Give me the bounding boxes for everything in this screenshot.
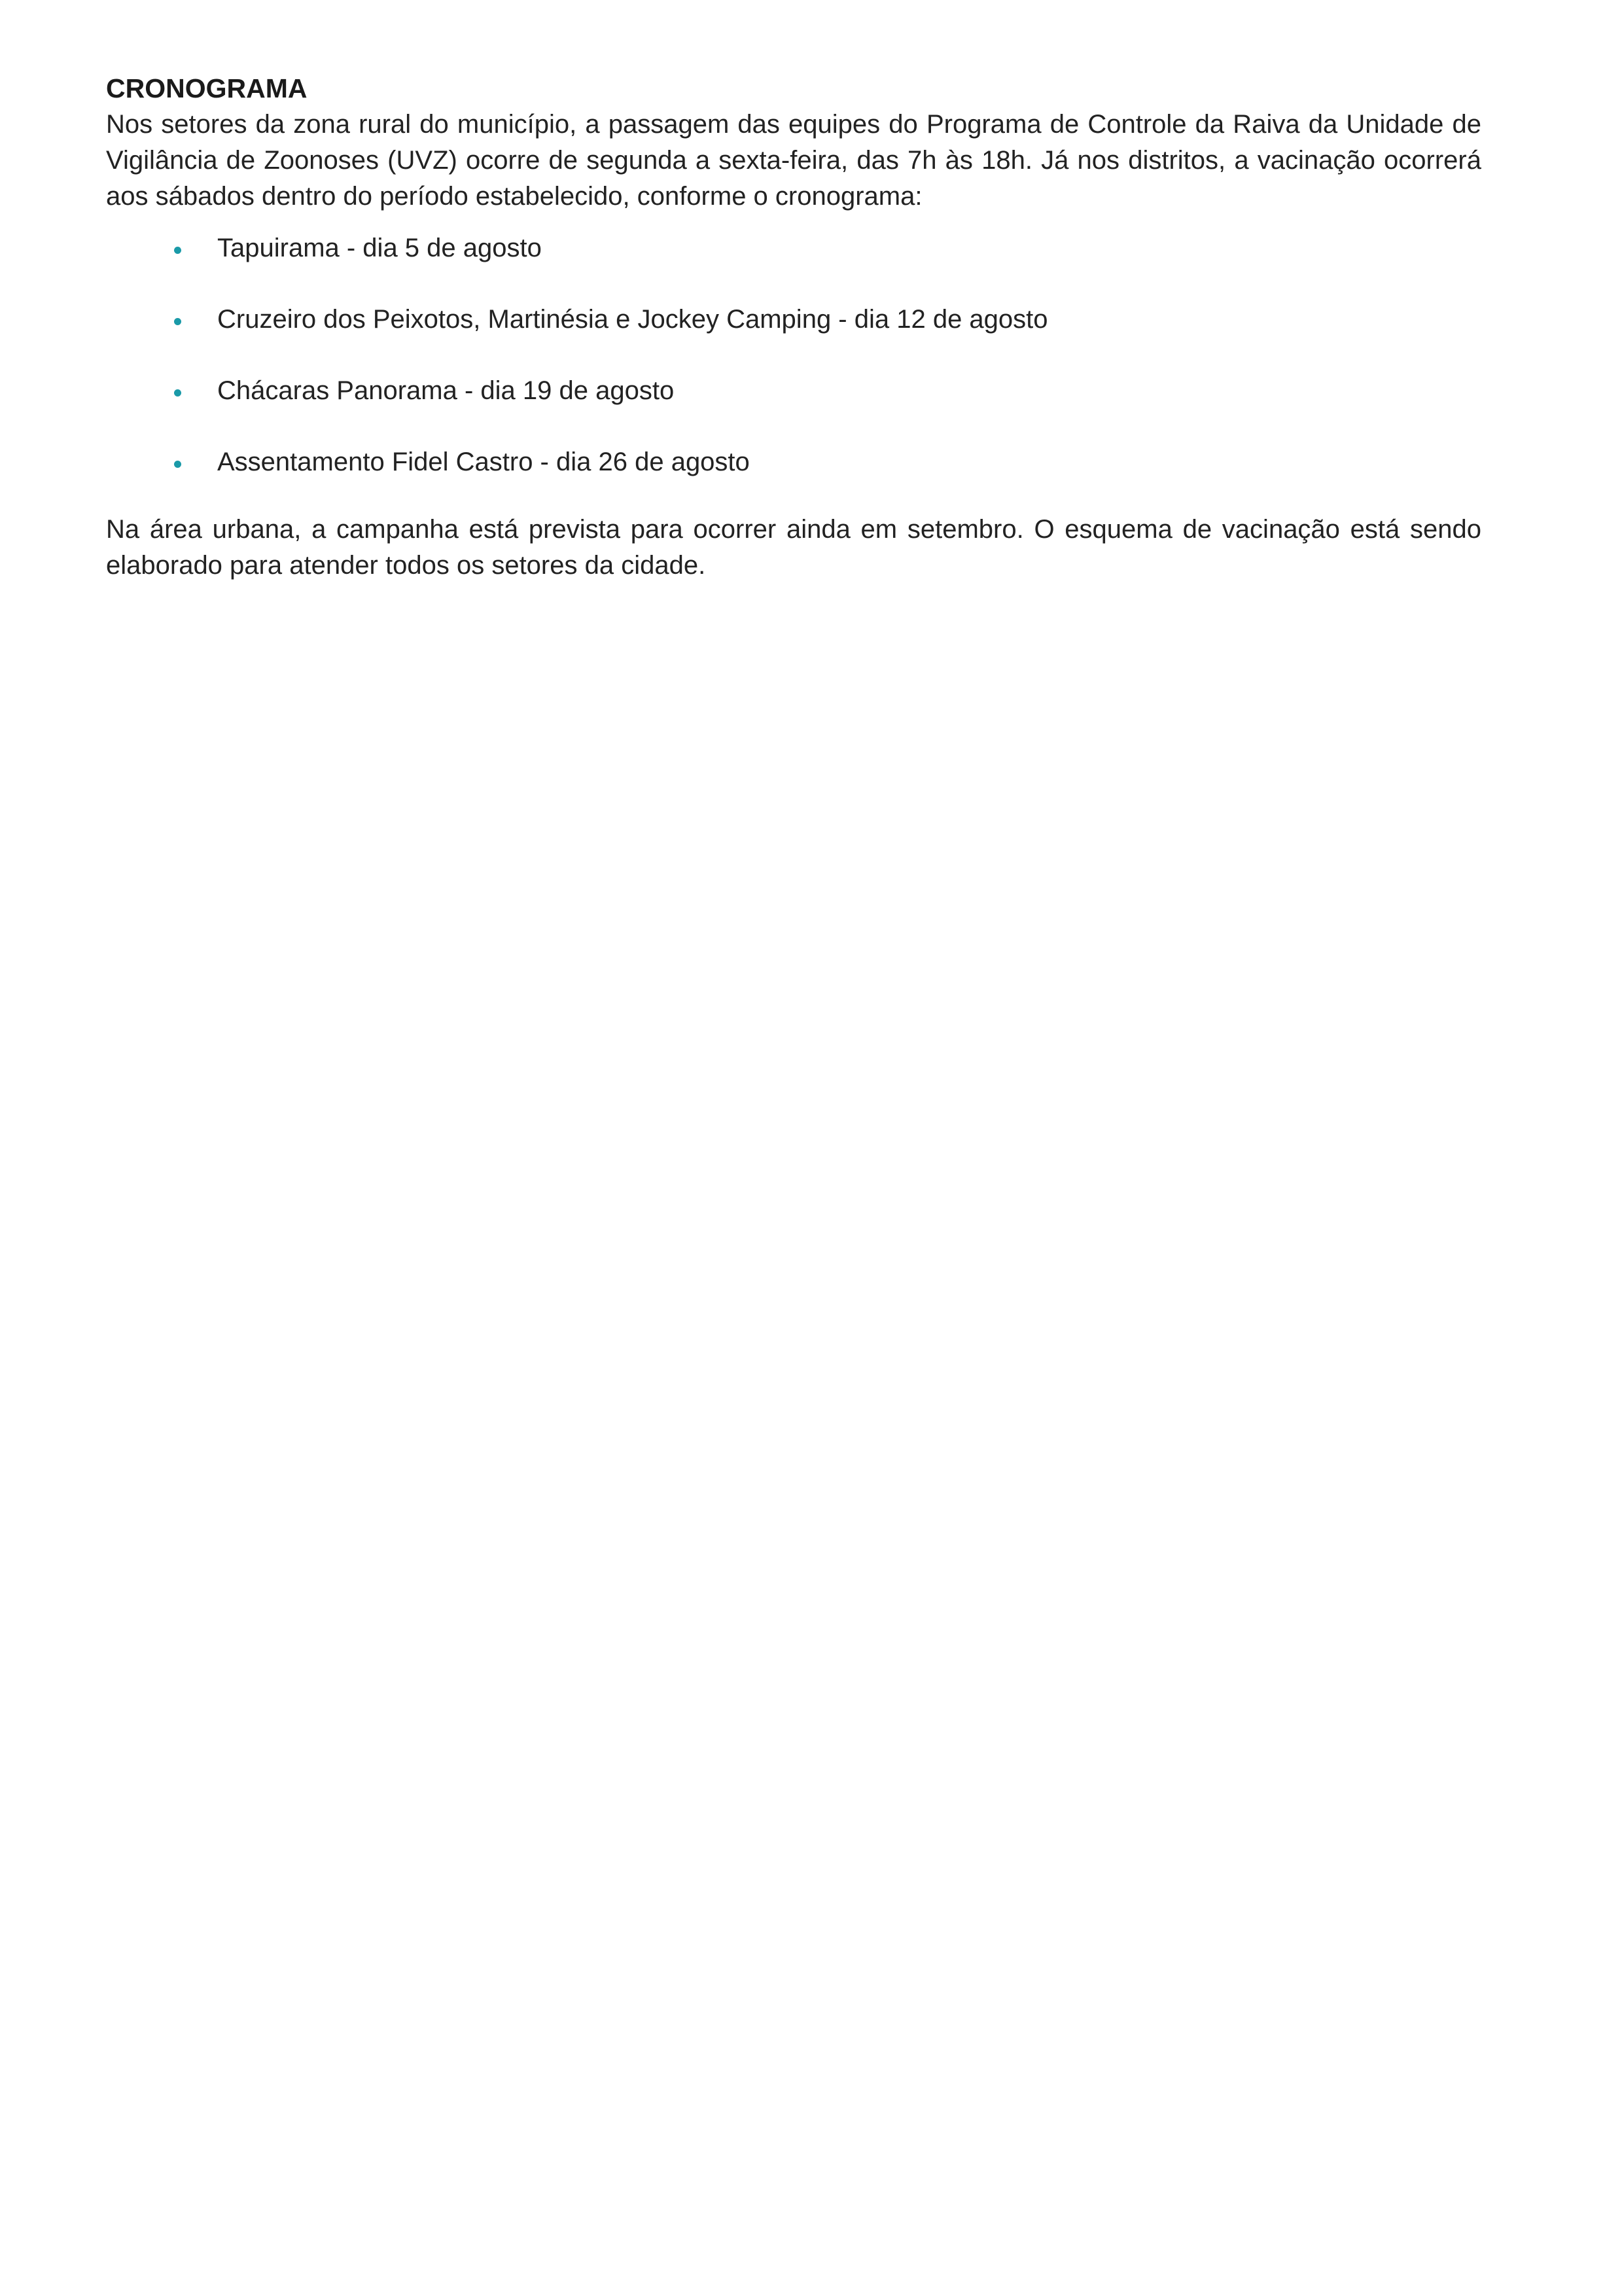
schedule-item-text: Assentamento Fidel Castro - dia 26 de agosto (217, 448, 750, 476)
schedule-item (106, 230, 1481, 266)
schedule-item-text: Tapuirama - dia 5 de agosto (217, 234, 542, 262)
document-page (106, 71, 1481, 584)
schedule-list (106, 230, 1481, 480)
schedule-item (106, 373, 1481, 409)
schedule-item-text: Cruzeiro dos Peixotos, Martinésia e Jockey Camping - dia 12 de agosto (217, 305, 1048, 334)
schedule-item (106, 302, 1481, 338)
intro-paragraph: Nos setores da zona rural do município, a passagem das equipes do Programa de Controle da Raiva da Unidade de Vigilância de Zoonoses (UVZ) ocorre de segunda a sexta-feira, das 7h às 18h. Já nos distritos, a vacinação ocorrerá aos sábados dentro do período estabelecido, conforme o cronograma: (106, 110, 1481, 211)
bullet-icon (174, 461, 181, 468)
schedule-item (106, 444, 1481, 480)
bullet-icon (174, 389, 181, 397)
bullet-icon (174, 318, 181, 325)
section-heading: CRONOGRAMA (106, 73, 308, 103)
bullet-icon (174, 247, 181, 254)
schedule-item-text: Chácaras Panorama - dia 19 de agosto (217, 376, 675, 405)
closing-paragraph: Na área urbana, a campanha está prevista para ocorrer ainda em setembro. O esquema de vacinação está sendo elaborado para atender todos os setores da cidade. (106, 515, 1481, 580)
